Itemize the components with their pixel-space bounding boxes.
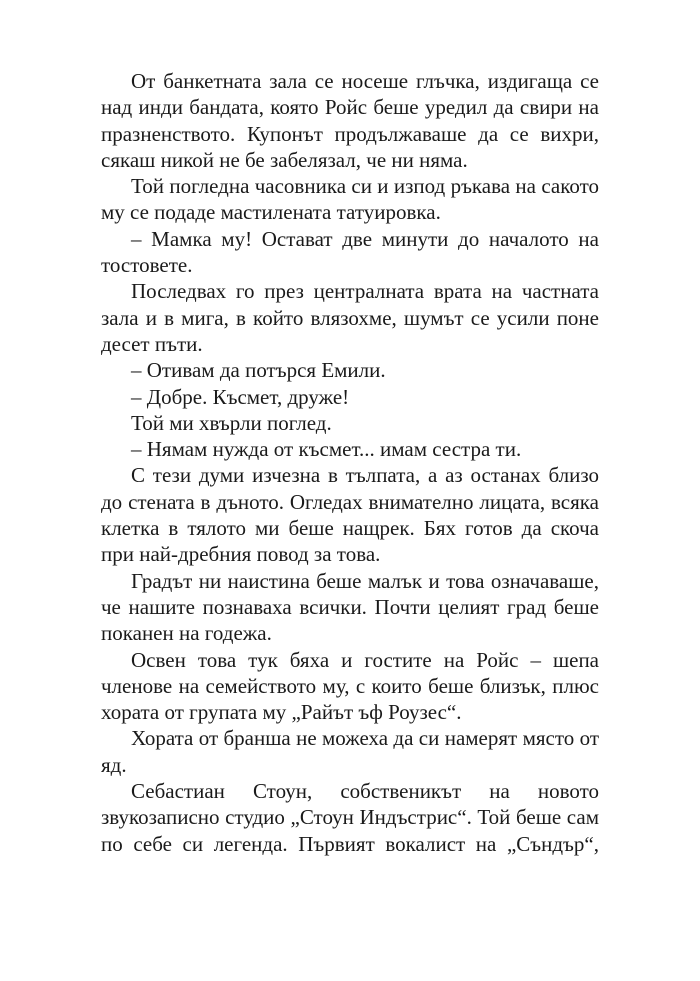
paragraph-10: Градът ни наистина беше малък и това означаваше, че нашите познаваха всички. Почти целият град беше поканен на годежа. xyxy=(101,568,599,646)
paragraph-1: От банкетната зала се носеше глъчка, издигаща се над инди бандата, която Ройс беше уредил да свири на празненството. Купонът продължаваше да се вихри, сякаш никой не бе забелязал, че ни няма. xyxy=(101,69,599,172)
paragraph-13: Себастиан Стоун, собственикът на новото звукозаписно студио „Стоун Индъстрис“. Той беше сам по себе си легенда. Първият вокалист на „Съндър“, xyxy=(101,779,599,856)
page-text xyxy=(101,68,599,857)
paragraph-6: – Добре. Късмет, друже! xyxy=(131,384,350,409)
paragraph-9: С тези думи изчезна в тълпата, а аз останах близо до стената в дъното. Огледах внимателно лицата, всяка клетка в тялото ми беше нащрек. Бях готов да скоча при най-дребния повод за това. xyxy=(101,463,599,567)
paragraph-5: – Отивам да потърся Емили. xyxy=(131,358,386,383)
paragraph-7: Той ми хвърли поглед. xyxy=(131,410,332,435)
paragraph-2: Той погледна часовника си и изпод ръкава на сакото му се подаде мастилената татуировка. xyxy=(101,174,599,225)
paragraph-4: Последвах го през централната врата на частната зала и в мига, в който влязохме, шумът се усили поне десет пъти. xyxy=(101,279,599,356)
paragraph-12: Хората от бранша не можеха да си намерят място от яд. xyxy=(101,726,599,777)
paragraph-11: Освен това тук бяха и гостите на Ройс – шепа членове на семейството му, с които беше близък, плюс хората от групата му „Райът ъф Роузес“. xyxy=(101,647,599,725)
paragraph-3: – Мамка му! Остават две минути до началото на тостовете. xyxy=(101,226,599,278)
paragraph-8: – Нямам нужда от късмет... имам сестра ти. xyxy=(131,437,522,462)
